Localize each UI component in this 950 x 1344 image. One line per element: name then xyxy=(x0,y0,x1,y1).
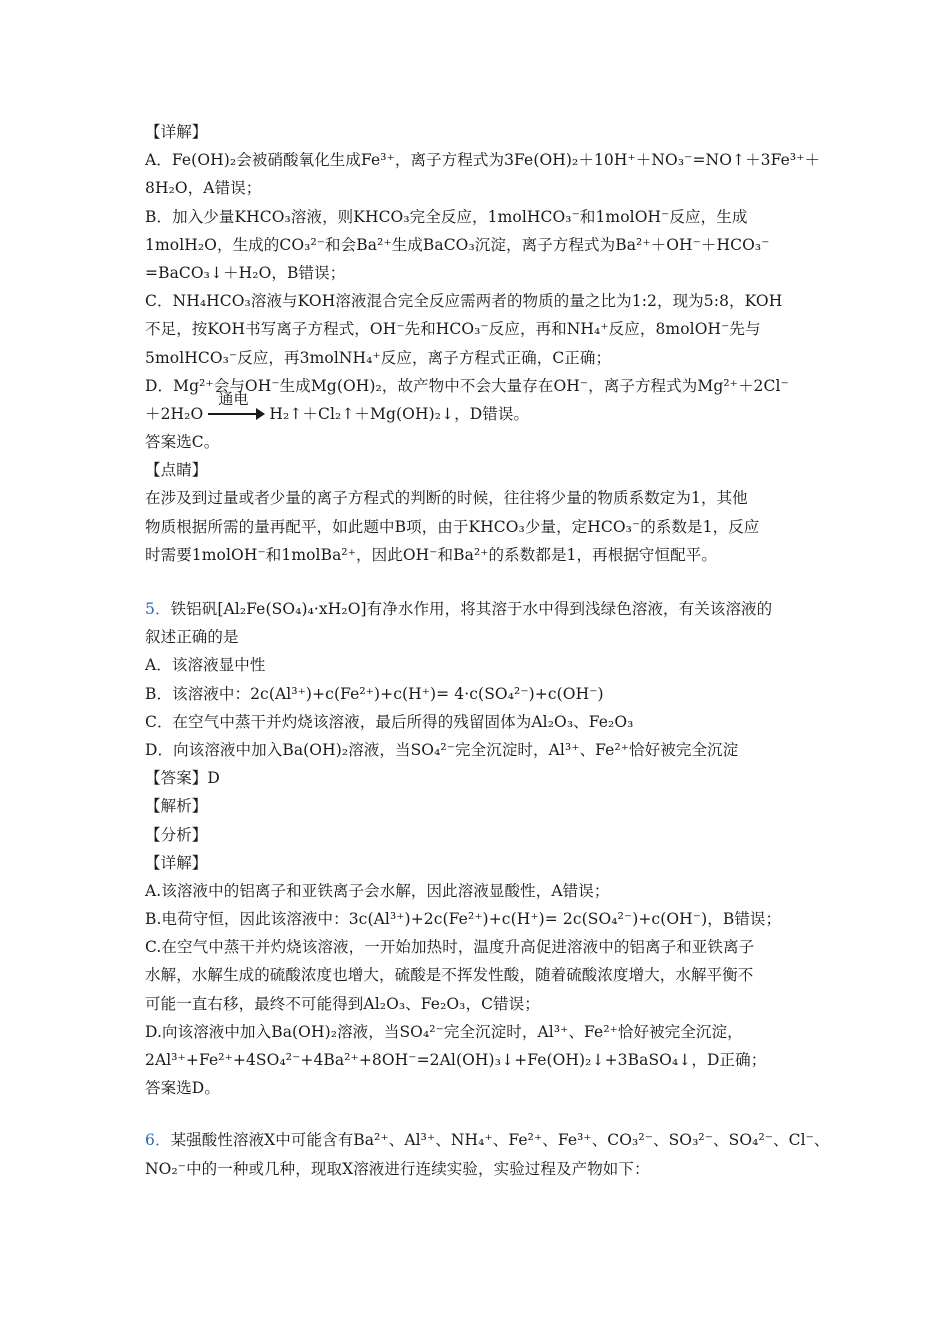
text-line: D．Mg²⁺会与OH⁻生成Mg(OH)₂，故产物中不会大量存在OH⁻，离子方程式为Mg²⁺＋2Cl⁻ xyxy=(145,376,789,395)
question-number: 5． xyxy=(145,600,171,618)
text-line: 【点睛】 xyxy=(145,461,208,480)
text-line: 答案选D。 xyxy=(145,1079,220,1098)
reaction-arrow-icon xyxy=(208,389,264,421)
text-line: 5molHCO₃⁻反应，再3molNH₄⁺反应，离子方程式正确，C正确； xyxy=(145,348,612,367)
arrow-condition-label: 通电 xyxy=(218,389,249,408)
question-text: NO₂⁻中的一种或几种，现取X溶液进行连续实验，实验过程及产物如下： xyxy=(145,1159,650,1178)
text-line: 时需要1molOH⁻和1molBa²⁺，因此OH⁻和Ba²⁺的系数都是1，再根据守恒配平。 xyxy=(145,545,717,564)
option-b: B．该溶液中：2c(Al³⁺)+c(Fe²⁺)+c(H⁺)= 4·c(SO₄²⁻)+c(OH⁻) xyxy=(145,684,604,703)
text-line: B．加入少量KHCO₃溶液，则KHCO₃完全反应，1molHCO₃⁻和1molOH⁻反应，生成 xyxy=(145,207,748,226)
text-line: 1molH₂O，生成的CO₃²⁻和会Ba²⁺生成BaCO₃沉淀，离子方程式为Ba²⁺＋OH⁻＋HCO₃⁻ xyxy=(145,235,770,254)
equation-suffix: H₂↑＋Cl₂↑＋Mg(OH)₂↓，D错误。 xyxy=(269,404,530,423)
equation-prefix: ＋2H₂O xyxy=(145,404,204,423)
text-line: 2Al³⁺+Fe²⁺+4SO₄²⁻+4Ba²⁺+8OH⁻=2Al(OH)₃↓+Fe(OH)₂↓+3BaSO₄↓，D正确； xyxy=(145,1051,767,1069)
text-line: 【详解】 xyxy=(145,853,208,872)
text-line: 在涉及到过量或者少量的离子方程式的判断的时候，往往将少量的物质系数定为1，其他 xyxy=(145,489,748,508)
text-line: 水解，水解生成的硫酸浓度也增大，硫酸是不挥发性酸，随着硫酸浓度增大，水解平衡不 xyxy=(145,966,754,985)
document-page xyxy=(145,118,830,1183)
question-text: 某强酸性溶液X中可能含有Ba²⁺、Al³⁺、NH₄⁺、Fe²⁺、Fe³⁺、CO₃²⁻、SO₃²⁻、SO₄²⁻、Cl⁻、 xyxy=(170,1131,830,1150)
text-line: D.向该溶液中加入Ba(OH)₂溶液，当SO₄²⁻完全沉淀时，Al³⁺、Fe²⁺恰好被完全沉淀， xyxy=(145,1022,743,1041)
answer-line: 【答案】D xyxy=(145,769,220,788)
question-6-stem xyxy=(145,1126,830,1154)
option-a: A．该溶液显中性 xyxy=(145,656,266,675)
text-line: 8H₂O，A错误； xyxy=(145,179,262,198)
text-line: 不足，按KOH书写离子方程式，OH⁻先和HCO₃⁻反应，再和NH₄⁺反应，8molOH⁻先与 xyxy=(145,320,761,339)
electrolysis-equation xyxy=(145,389,805,428)
question-text: 叙述正确的是 xyxy=(145,628,239,647)
text-line: A．Fe(OH)₂会被硝酸氧化生成Fe³⁺，离子方程式为3Fe(OH)₂＋10H⁺＋NO₃⁻=NO↑＋3Fe³⁺＋ xyxy=(145,151,821,170)
text-line: 【详解】 xyxy=(145,123,208,141)
option-d: D．向该溶液中加入Ba(OH)₂溶液，当SO₄²⁻完全沉淀时，Al³⁺、Fe²⁺恰好被完全沉淀 xyxy=(145,740,739,759)
question-text: 铁铝矾[Al₂Fe(SO₄)₄·xH₂O]有净水作用，将其溶于水中得到浅绿色溶液，有关该溶液的 xyxy=(170,600,773,618)
text-line: 可能一直右移，最终不可能得到Al₂O₃、Fe₂O₃，C错误； xyxy=(145,994,540,1013)
question-number: 6． xyxy=(145,1131,171,1150)
text-line: 【分析】 xyxy=(145,825,208,844)
option-c: C．在空气中蒸干并灼烧该溶液，最后所得的残留固体为Al₂O₃、Fe₂O₃ xyxy=(145,712,634,731)
text-line: =BaCO₃↓＋H₂O，B错误； xyxy=(145,263,346,282)
text-line: 【解析】 xyxy=(145,797,208,816)
text-line: B.电荷守恒，因此该溶液中：3c(Al³⁺)+2c(Fe²⁺)+c(H⁺)= 2c(SO₄²⁻)+c(OH⁻)，B错误； xyxy=(145,910,782,929)
text-line: C.在空气中蒸干并灼烧该溶液，一开始加热时，温度升高促进溶液中的铝离子和亚铁离子 xyxy=(145,938,755,957)
question-5-stem xyxy=(145,595,805,623)
text-line: 答案选C。 xyxy=(145,433,220,452)
text-line: C．NH₄HCO₃溶液与KOH溶液混合完全反应需两者的物质的量之比为1:2，现为5:8，KOH xyxy=(145,292,783,311)
text-line: A.该溶液中的铝离子和亚铁离子会水解，因此溶液显酸性，A错误； xyxy=(145,881,610,900)
text-line: 物质根据所需的量再配平，如此题中B项，由于KHCO₃少量，定HCO₃⁻的系数是1，反应 xyxy=(145,517,760,536)
